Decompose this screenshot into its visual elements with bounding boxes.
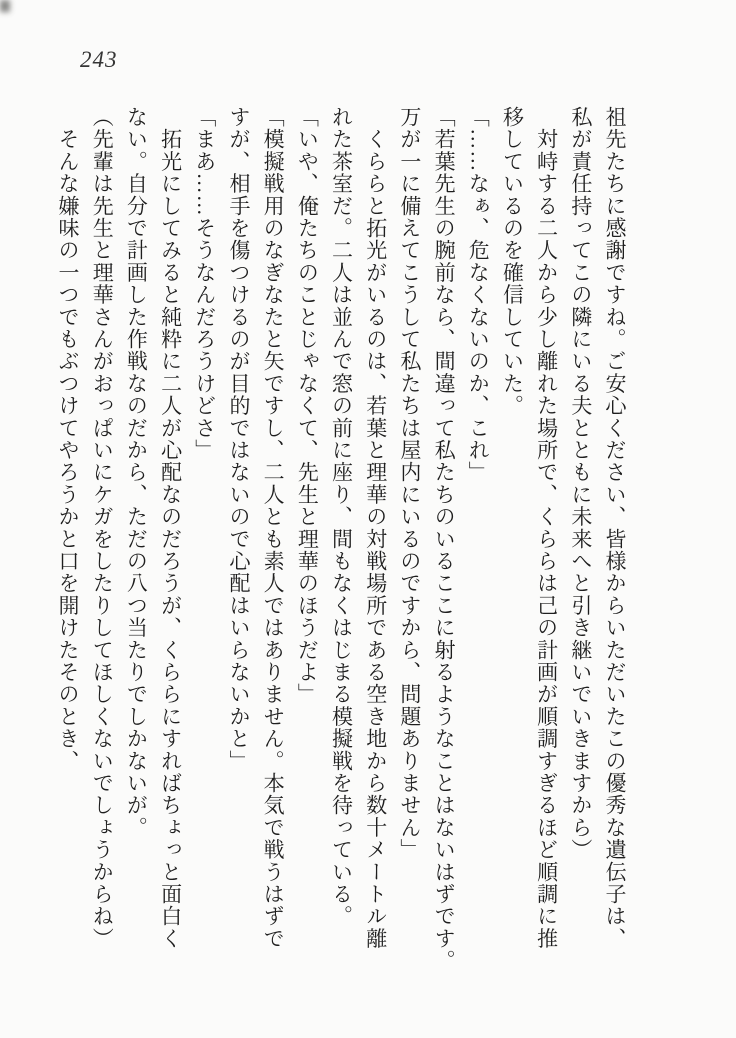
text-column: 「いや、俺たちのことじゃなくて、先生と理華のほうだよ」: [295, 106, 320, 706]
text-column: そんな嫌味の一つでもぶつけてやろうかと口を開けたそのとき、: [56, 106, 80, 772]
text-column: 祖先たちに感謝ですね。ご安心ください、皆様からいただいたこの優秀な遺伝子は、: [603, 106, 627, 950]
text-column: くららと拓光がいるのは、若葉と理華の対戦場所である空き地から数十メートル離: [363, 106, 388, 950]
page-number: 243: [80, 47, 118, 72]
text-column: 万が一に備えてこうして私たちは屋内にいるのですから、問題ありません」: [397, 106, 422, 861]
text-column: 「……なぁ、危なくないのか、これ」: [466, 106, 491, 484]
text-column: （先輩は先生と理華さんがおっぱいにケガをしたりしてほしくないでしょうからね）: [90, 106, 115, 950]
text-column: 移しているのを確信していた。: [500, 106, 525, 417]
text-column: 「若葉先生の腕前なら、間違って私たちのいるここに射るようなことはないはずです。: [432, 106, 457, 972]
text-column: れた茶室だ。二人は並んで窓の前に座り、間もなくはじまる模擬戦を待っている。: [329, 106, 354, 928]
scan-artifact: [0, 0, 10, 12]
text-column: 対峙する二人から少し離れた場所で、くららは己の計画が順調すぎるほど順調に推: [534, 106, 559, 950]
text-column: 私が責任持ってこの隣にいる夫とともに未来へと引き継いでいきますから）: [568, 106, 593, 861]
text-column: ない。自分で計画した作戦なのだから、ただの八つ当たりでしかないが。: [124, 106, 149, 839]
text-column: 「まあ……そうなんだろうけどさ」: [192, 106, 217, 462]
text-column: 拓光にしてみると純粋に二人が心配なのだろうが、くららにすればちょっと面白く: [158, 106, 183, 950]
text-area: [44, 106, 625, 972]
text-column: すが、相手を傷つけるのが目的ではないので心配はいらないかと」: [226, 106, 251, 772]
text-column: 「模擬戦用のなぎなたと矢ですし、二人とも素人ではありません。本気で戦うはずで: [261, 106, 286, 950]
